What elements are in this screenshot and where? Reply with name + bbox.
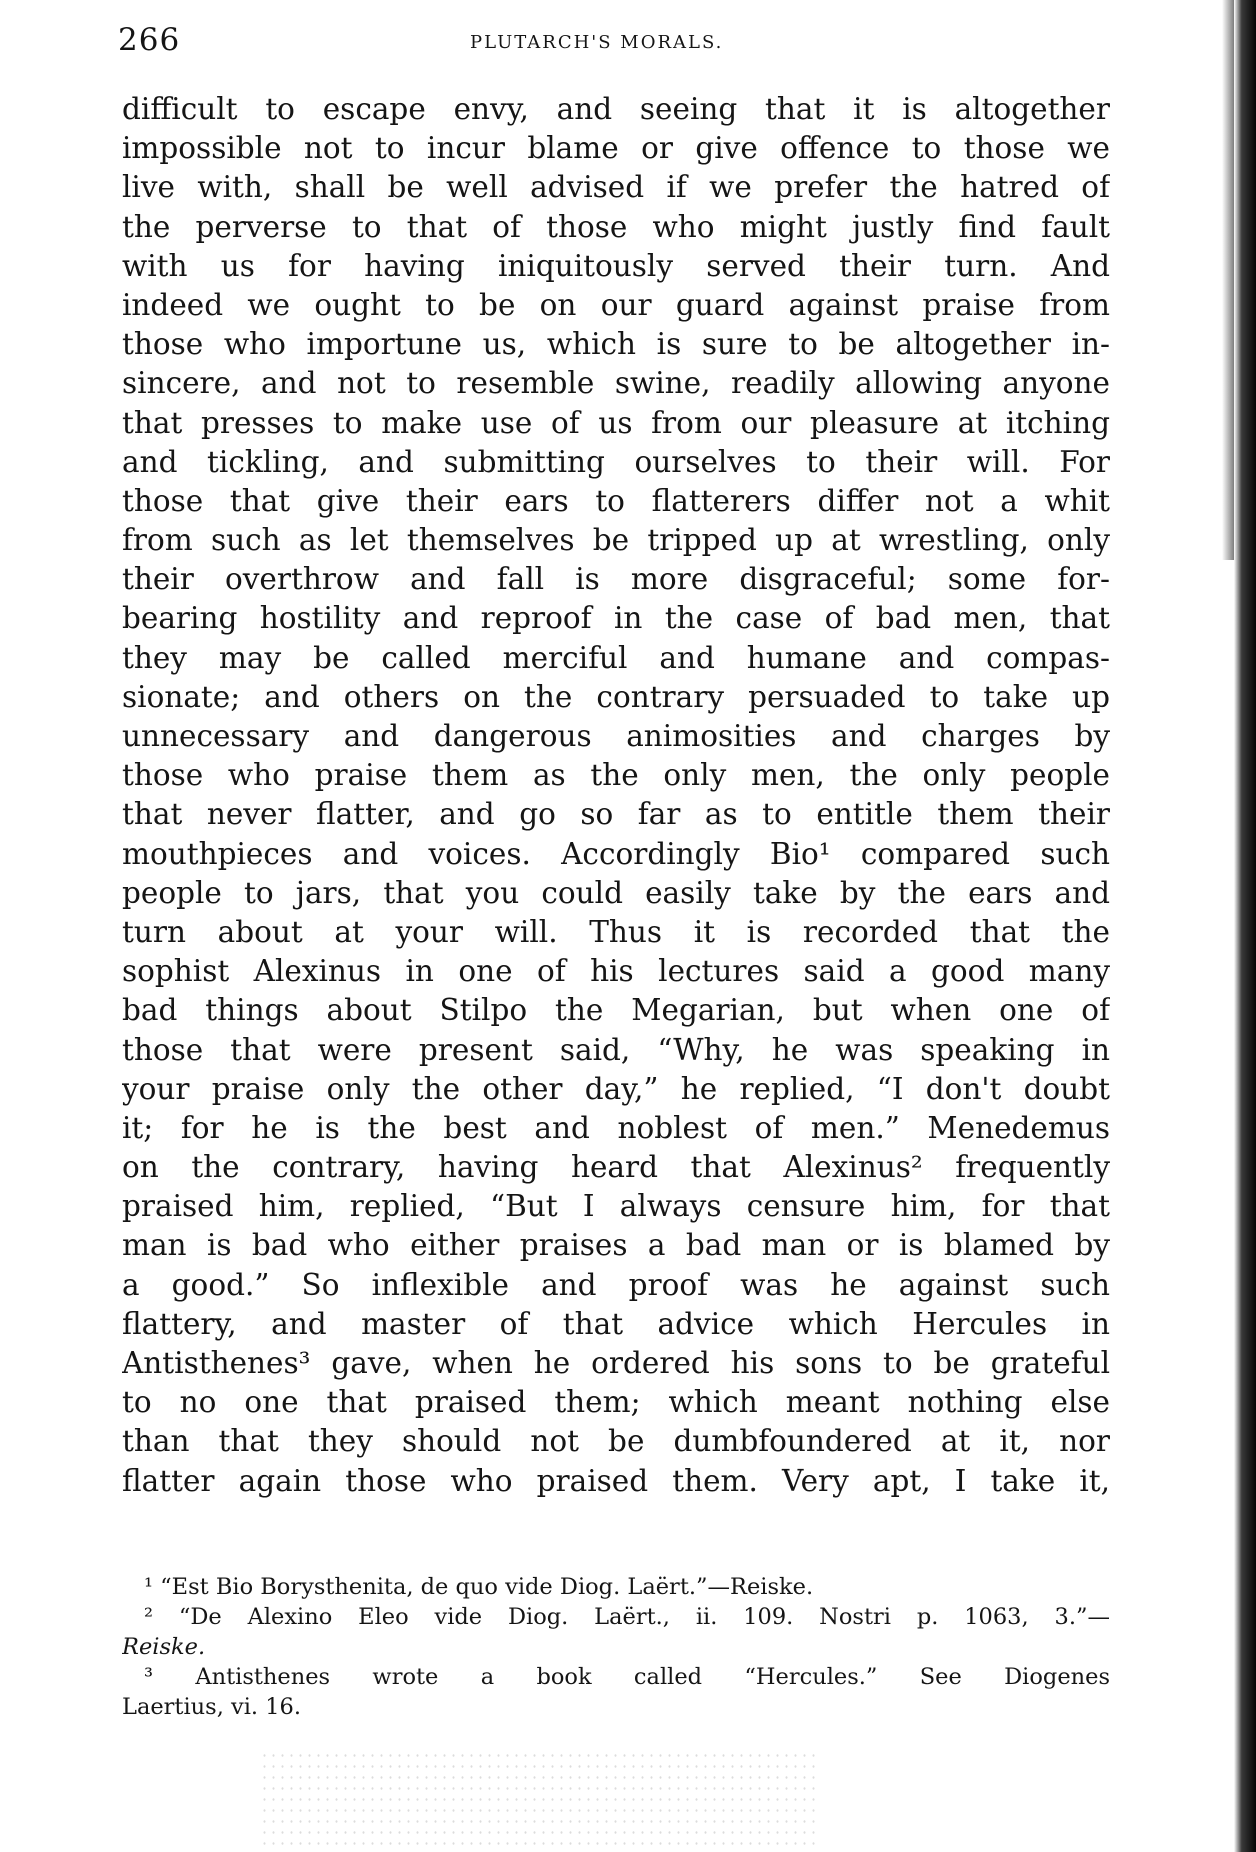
text-line: a good.” So inflexible and proof was he against such [122, 1267, 1110, 1302]
text-line: live with, shall be well advised if we prefer the hatred of [122, 170, 1110, 205]
footnote-3: ³ Antisthenes wrote a book called “Hercules.” See Diogenes [144, 1664, 1110, 1690]
text-line: praised him, replied, “But I always censure him, for that [122, 1189, 1110, 1224]
text-line: sionate; and others on the contrary persuaded to take up [122, 679, 1110, 714]
text-line: indeed we ought to be on our guard against praise from [122, 287, 1110, 322]
footnotes [122, 1572, 1110, 1722]
text-line: bad things about Stilpo the Megarian, but when one of [122, 993, 1110, 1028]
text-line: with us for having iniquitously served their turn. And [122, 248, 1110, 283]
text-line: their overthrow and fall is more disgraceful; some for- [122, 562, 1110, 597]
text-line: it; for he is the best and noblest of men.” Menedemus [122, 1110, 1110, 1145]
text-line: from such as let themselves be tripped up at wrestling, only [122, 523, 1110, 558]
text-line: impossible not to incur blame or give offence to those we [122, 131, 1110, 166]
text-line: difficult to escape envy, and seeing that it is altogether [122, 92, 1110, 126]
text-line: sincere, and not to resemble swine, readily allowing anyone [122, 366, 1110, 401]
text-line: that presses to make use of us from our pleasure at itching [122, 405, 1110, 440]
running-title: PLUTARCH'S MORALS. [470, 32, 724, 53]
text-line: people to jars, that you could easily take by the ears and [122, 875, 1110, 910]
text-line: bearing hostility and reproof in the case of bad men, that [122, 601, 1110, 636]
text-line: flatter again those who praised them. Very apt, I take it, [122, 1463, 1110, 1498]
footnote-2: ² “De Alexino Eleo vide Diog. Laërt., ii. 109. Nostri p. 1063, 3.”— [144, 1604, 1110, 1630]
footnote-3-continuation: Laertius, vi. 16. [122, 1694, 302, 1720]
text-line: on the contrary, having heard that Alexinus² frequently [122, 1150, 1110, 1185]
text-line: man is bad who either praises a bad man or is blamed by [122, 1228, 1110, 1263]
page-number: 266 [118, 22, 181, 58]
text-line: flattery, and master of that advice which Hercules in [122, 1306, 1110, 1341]
text-line: than that they should not be dumbfoundered at it, nor [122, 1424, 1110, 1459]
footnote-2-continuation: Reiske. [122, 1634, 206, 1660]
footnote-1: ¹ “Est Bio Borysthenita, de quo vide Diog. Laërt.”—Reiske. [144, 1574, 814, 1600]
text-line: those that give their ears to flatterers differ not a whit [122, 483, 1110, 518]
text-line: to no one that praised them; which meant nothing else [122, 1385, 1110, 1420]
text-line: turn about at your will. Thus it is recorded that the [122, 914, 1110, 949]
running-head [118, 22, 1038, 66]
text-line: they may be called merciful and humane and compas- [122, 640, 1110, 675]
text-line: unnecessary and dangerous animosities and charges by [122, 719, 1110, 753]
scan-edge [1234, 0, 1256, 1852]
body-text [122, 90, 1110, 1501]
text-line: those that were present said, “Why, he was speaking in [122, 1032, 1110, 1067]
text-line: mouthpieces and voices. Accordingly Bio¹ compared such [122, 836, 1110, 871]
text-line: Antisthenes³ gave, when he ordered his sons to be grateful [122, 1346, 1110, 1380]
text-line: that never flatter, and go so far as to entitle them their [122, 797, 1110, 832]
text-line: sophist Alexinus in one of his lectures said a good many [122, 954, 1110, 989]
text-line: the perverse to that of those who might justly find fault [122, 209, 1110, 244]
scan-speckles [260, 1750, 820, 1850]
text-line: those who importune us, which is sure to be altogether in- [122, 327, 1110, 362]
text-line: your praise only the other day,” he replied, “I don't doubt [122, 1071, 1110, 1106]
text-line: and tickling, and submitting ourselves to their will. For [122, 444, 1110, 479]
text-line: those who praise them as the only men, the only people [122, 758, 1110, 793]
